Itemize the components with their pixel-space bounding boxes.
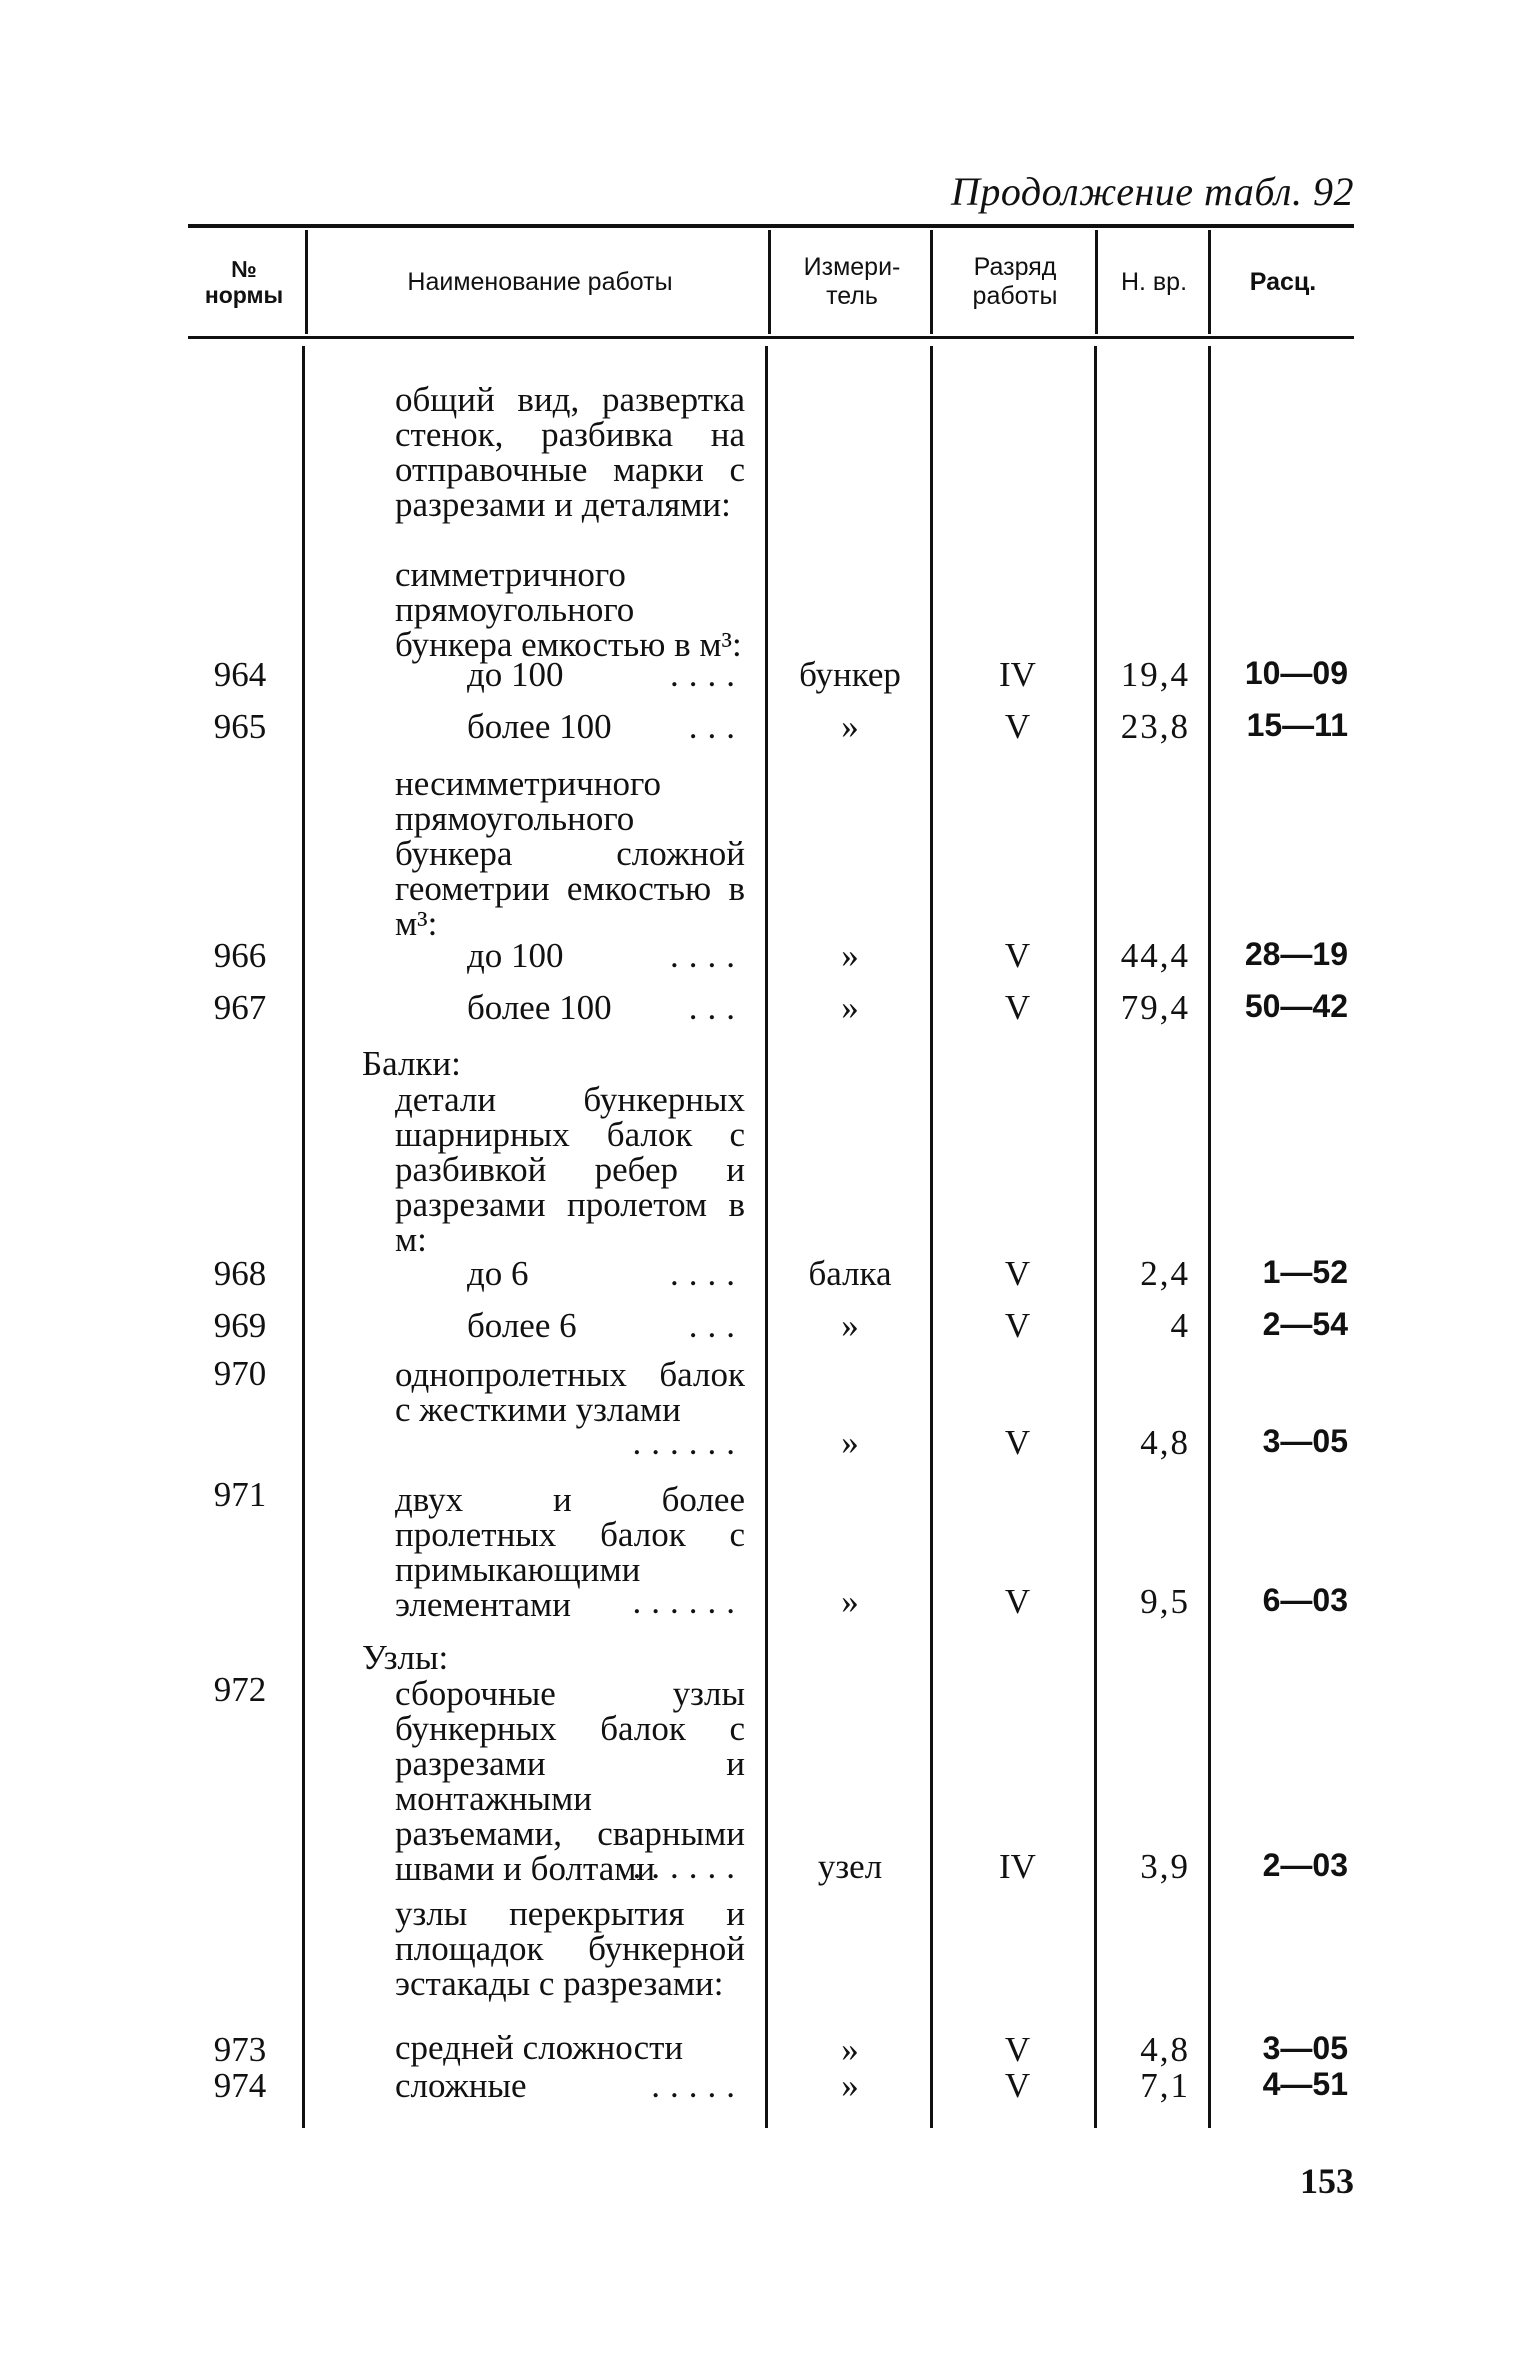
section-heading-beams: Балки:: [362, 1044, 461, 1083]
page-number: 153: [1300, 2161, 1354, 2201]
row-label-text: более 100: [467, 707, 612, 746]
leader-dots: ......: [632, 1423, 745, 1462]
leader-dots: ...: [688, 988, 745, 1027]
leader-dots: ....: [670, 1254, 745, 1293]
row-unit: »: [841, 936, 859, 975]
row-number: 968: [213, 1254, 267, 1293]
group-text-assembly-nodes: сборочные узлы бункерных балок с разрезами и монтажными разъемами, сварными швами и болтами: [395, 1674, 745, 1888]
row-rate: 10—09: [1244, 655, 1348, 691]
row-norm-time: 23,8: [1120, 707, 1190, 746]
leader-dots: .....: [651, 2066, 745, 2105]
leader-dots: ......: [632, 1582, 745, 1621]
row-norm-time: 19,4: [1120, 655, 1190, 694]
row-rate: 3—05: [1262, 1423, 1348, 1459]
row-rate: 1—52: [1262, 1254, 1348, 1290]
row-unit: »: [841, 2066, 859, 2105]
row-number: 969: [213, 1306, 267, 1345]
row-rank: V: [1004, 988, 1031, 1027]
row-label-text: более 100: [467, 988, 612, 1027]
row-number: 967: [213, 988, 267, 1027]
row-norm-time: 4,8: [1140, 1423, 1190, 1462]
row-rank: V: [1004, 1306, 1031, 1345]
row-norm-time: 3,9: [1140, 1847, 1190, 1886]
header-col-rank: Разряд работы: [972, 253, 1058, 310]
header-col-name: Наименование работы: [407, 267, 673, 296]
group-text-overlap-nodes: узлы перекрытия и площадок бункерной эстакады с разрезами:: [395, 1894, 745, 2003]
row-unit: »: [841, 1582, 859, 1621]
row-rate: 6—03: [1262, 1582, 1348, 1618]
column-divider: [765, 346, 768, 2128]
row-label-text: до 100: [467, 936, 564, 975]
row-norm-time: 2,4: [1140, 1254, 1190, 1293]
row-norm-time: 4,8: [1140, 2030, 1190, 2069]
header-divider: [305, 230, 308, 334]
intro-text: общий вид, развертка стенок, разбивка на отправочные марки с разрезами и деталями:: [395, 380, 745, 524]
row-rank: V: [1004, 707, 1031, 746]
row-unit: »: [841, 2030, 859, 2069]
row-rank: V: [1004, 2066, 1031, 2105]
row-number: 971: [213, 1475, 267, 1514]
row-unit: »: [841, 1423, 859, 1462]
header-col-nvr: Н. вр.: [1120, 267, 1188, 296]
row-norm-time: 44,4: [1120, 936, 1190, 975]
row-norm-time: 9,5: [1140, 1582, 1190, 1621]
row-rank: V: [1004, 1582, 1031, 1621]
row-number: 966: [213, 936, 267, 975]
row-number: 970: [213, 1354, 267, 1393]
group-text-nonsymmetric: несимметричного прямоугольного бункера сложной геометрии емкостью в м³:: [395, 764, 745, 943]
row-rank: V: [1004, 1423, 1031, 1462]
header-col-rate: Расц.: [1249, 267, 1317, 296]
table-caption: Продолжение табл. 92: [950, 169, 1354, 214]
row-rate: 3—05: [1262, 2030, 1348, 2066]
row-rank: IV: [999, 655, 1036, 694]
row-label-text: более 6: [467, 1306, 577, 1345]
row-number: 964: [213, 655, 267, 694]
row-label-text: до 6: [467, 1254, 529, 1293]
header-divider: [930, 230, 933, 334]
column-divider: [302, 346, 305, 2128]
header-col-unit: Измери- тель: [803, 253, 901, 310]
row-norm-time: 4: [1170, 1306, 1190, 1345]
row-number: 972: [213, 1670, 267, 1709]
row-norm-time: 79,4: [1120, 988, 1190, 1027]
row-rank: IV: [999, 1847, 1036, 1886]
header-divider: [1208, 230, 1211, 334]
column-divider: [930, 346, 933, 2128]
row-label: средней сложности: [395, 2028, 684, 2067]
header-divider: [1095, 230, 1098, 334]
row-rate: 15—11: [1246, 707, 1348, 743]
row-rate: 50—42: [1244, 988, 1348, 1024]
row-rate: 28—19: [1244, 936, 1348, 972]
row-unit: »: [841, 707, 859, 746]
row-rate: 2—54: [1262, 1306, 1348, 1342]
group-text-symmetric: симметричного прямоугольного бункера емкостью в м³:: [395, 555, 742, 664]
row-label-text: до 100: [467, 655, 564, 694]
row-unit: »: [841, 988, 859, 1027]
row-rank: V: [1004, 2030, 1031, 2069]
row-number: 974: [213, 2066, 267, 2105]
header-divider: [768, 230, 771, 334]
row-unit: бункер: [799, 655, 901, 694]
leader-dots: ....: [670, 655, 745, 694]
header-col-no: № нормы: [204, 255, 284, 308]
row-number: 973: [213, 2030, 267, 2069]
row-unit: узел: [817, 1847, 883, 1886]
row-unit: »: [841, 1306, 859, 1345]
leader-dots: ...: [688, 1306, 745, 1345]
row-rate: 2—03: [1262, 1847, 1348, 1883]
section-heading-nodes: Узлы:: [362, 1638, 449, 1677]
row-rate: 4—51: [1262, 2066, 1348, 2102]
group-text-multi-span: двух и более пролетных балок с примыкающими элементами: [395, 1480, 745, 1624]
row-norm-time: 7,1: [1140, 2066, 1190, 2105]
row-rank: V: [1004, 1254, 1031, 1293]
leader-dots: ......: [632, 1847, 745, 1886]
row-number: 965: [213, 707, 267, 746]
group-text-single-span: однопролетных балок с жесткими узлами: [395, 1355, 745, 1429]
leader-dots: ....: [670, 936, 745, 975]
row-label-text: сложные: [395, 2066, 527, 2105]
header-top-rule: [188, 224, 1354, 228]
group-text-beam-details: детали бункерных шарнирных балок с разбивкой ребер и разрезами пролетом в м:: [395, 1080, 745, 1259]
row-unit: балка: [808, 1254, 892, 1293]
header-bottom-rule: [188, 336, 1354, 339]
row-rank: V: [1004, 936, 1031, 975]
leader-dots: ...: [688, 707, 745, 746]
